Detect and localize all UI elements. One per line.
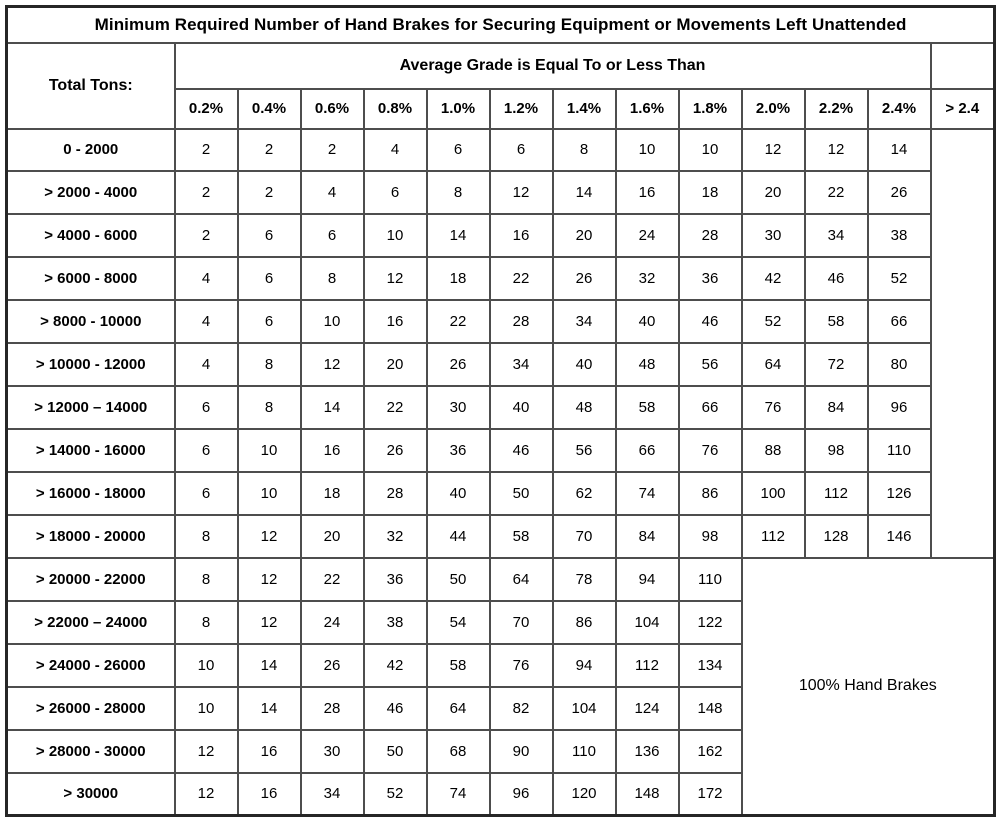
value-cell: 100: [742, 472, 805, 515]
value-cell: 112: [805, 472, 868, 515]
value-cell: 2: [238, 129, 301, 172]
value-cell: 12: [175, 773, 238, 816]
over-grade-empty-cell: [931, 129, 995, 558]
grade-column-header: 1.4%: [553, 89, 616, 129]
row-label: > 12000 – 14000: [7, 386, 175, 429]
value-cell: 136: [616, 730, 679, 773]
value-cell: 24: [616, 214, 679, 257]
value-cell: 110: [868, 429, 931, 472]
value-cell: 2: [175, 171, 238, 214]
value-cell: 50: [364, 730, 427, 773]
value-cell: 104: [616, 601, 679, 644]
value-cell: 80: [868, 343, 931, 386]
value-cell: 12: [238, 515, 301, 558]
value-cell: 126: [868, 472, 931, 515]
value-cell: 22: [805, 171, 868, 214]
value-cell: 120: [553, 773, 616, 816]
value-cell: 2: [175, 129, 238, 172]
value-cell: 12: [301, 343, 364, 386]
value-cell: 86: [679, 472, 742, 515]
value-cell: 30: [427, 386, 490, 429]
grade-column-header: 0.2%: [175, 89, 238, 129]
value-cell: 56: [679, 343, 742, 386]
value-cell: 62: [553, 472, 616, 515]
grade-column-header: 2.4%: [868, 89, 931, 129]
value-cell: 28: [301, 687, 364, 730]
value-cell: 54: [427, 601, 490, 644]
table-row: [7, 171, 995, 214]
value-cell: 6: [175, 472, 238, 515]
value-cell: 12: [490, 171, 553, 214]
value-cell: 128: [805, 515, 868, 558]
value-cell: 6: [238, 214, 301, 257]
table-row: [7, 300, 995, 343]
value-cell: 110: [553, 730, 616, 773]
table-title: Minimum Required Number of Hand Brakes for Securing Equipment or Movements Left Unattended: [7, 7, 995, 43]
value-cell: 10: [616, 129, 679, 172]
table-row: [7, 472, 995, 515]
value-cell: 66: [616, 429, 679, 472]
value-cell: 98: [679, 515, 742, 558]
over-grade-top-cell: [931, 43, 995, 89]
value-cell: 82: [490, 687, 553, 730]
table-row: [7, 429, 995, 472]
value-cell: 48: [553, 386, 616, 429]
value-cell: 42: [742, 257, 805, 300]
value-cell: 12: [238, 601, 301, 644]
value-cell: 34: [805, 214, 868, 257]
over-grade-column-header: > 2.4: [931, 89, 995, 129]
value-cell: 34: [490, 343, 553, 386]
value-cell: 12: [805, 129, 868, 172]
value-cell: 10: [175, 644, 238, 687]
value-cell: 6: [490, 129, 553, 172]
value-cell: 134: [679, 644, 742, 687]
value-cell: 104: [553, 687, 616, 730]
value-cell: 58: [616, 386, 679, 429]
value-cell: 36: [364, 558, 427, 601]
grade-column-header: 1.2%: [490, 89, 553, 129]
value-cell: 22: [301, 558, 364, 601]
value-cell: 40: [616, 300, 679, 343]
value-cell: 172: [679, 773, 742, 816]
value-cell: 88: [742, 429, 805, 472]
value-cell: 148: [679, 687, 742, 730]
grade-column-header: 0.8%: [364, 89, 427, 129]
value-cell: 70: [553, 515, 616, 558]
table-row: [7, 515, 995, 558]
value-cell: 36: [427, 429, 490, 472]
value-cell: 28: [490, 300, 553, 343]
value-cell: 52: [742, 300, 805, 343]
value-cell: 12: [175, 730, 238, 773]
value-cell: 8: [175, 558, 238, 601]
row-label: > 28000 - 30000: [7, 730, 175, 773]
value-cell: 10: [364, 214, 427, 257]
value-cell: 4: [175, 257, 238, 300]
value-cell: 6: [427, 129, 490, 172]
value-cell: 16: [238, 730, 301, 773]
value-cell: 32: [616, 257, 679, 300]
value-cell: 8: [175, 601, 238, 644]
value-cell: 38: [364, 601, 427, 644]
value-cell: 70: [490, 601, 553, 644]
value-cell: 8: [238, 343, 301, 386]
value-cell: 84: [805, 386, 868, 429]
value-cell: 12: [238, 558, 301, 601]
value-cell: 74: [427, 773, 490, 816]
value-cell: 146: [868, 515, 931, 558]
value-cell: 64: [427, 687, 490, 730]
value-cell: 42: [364, 644, 427, 687]
value-cell: 8: [301, 257, 364, 300]
value-cell: 4: [364, 129, 427, 172]
value-cell: 26: [364, 429, 427, 472]
value-cell: 52: [364, 773, 427, 816]
value-cell: 44: [427, 515, 490, 558]
value-cell: 14: [427, 214, 490, 257]
value-cell: 26: [427, 343, 490, 386]
value-cell: 84: [616, 515, 679, 558]
value-cell: 14: [238, 687, 301, 730]
value-cell: 18: [679, 171, 742, 214]
value-cell: 16: [364, 300, 427, 343]
hand-brakes-cell: 100% Hand Brakes: [742, 558, 995, 816]
value-cell: 58: [805, 300, 868, 343]
hand-brakes-table: [5, 5, 996, 817]
row-label: > 16000 - 18000: [7, 472, 175, 515]
value-cell: 10: [301, 300, 364, 343]
row-label: > 24000 - 26000: [7, 644, 175, 687]
value-cell: 36: [679, 257, 742, 300]
grade-column-header: 1.6%: [616, 89, 679, 129]
value-cell: 148: [616, 773, 679, 816]
value-cell: 86: [553, 601, 616, 644]
value-cell: 22: [490, 257, 553, 300]
value-cell: 38: [868, 214, 931, 257]
value-cell: 2: [301, 129, 364, 172]
table-row: [7, 214, 995, 257]
value-cell: 10: [175, 687, 238, 730]
value-cell: 40: [490, 386, 553, 429]
value-cell: 20: [742, 171, 805, 214]
value-cell: 76: [679, 429, 742, 472]
table-row: [7, 558, 995, 601]
table-body: [7, 129, 995, 816]
grade-column-header: 2.2%: [805, 89, 868, 129]
value-cell: 10: [679, 129, 742, 172]
value-cell: 14: [301, 386, 364, 429]
value-cell: 96: [868, 386, 931, 429]
value-cell: 50: [427, 558, 490, 601]
value-cell: 78: [553, 558, 616, 601]
value-cell: 8: [238, 386, 301, 429]
value-cell: 26: [868, 171, 931, 214]
value-cell: 16: [238, 773, 301, 816]
value-cell: 22: [364, 386, 427, 429]
row-label: > 20000 - 22000: [7, 558, 175, 601]
row-label: > 26000 - 28000: [7, 687, 175, 730]
value-cell: 18: [427, 257, 490, 300]
table-row: [7, 129, 995, 172]
value-cell: 16: [301, 429, 364, 472]
value-cell: 34: [301, 773, 364, 816]
value-cell: 94: [616, 558, 679, 601]
value-cell: 8: [427, 171, 490, 214]
value-cell: 10: [238, 472, 301, 515]
value-cell: 40: [427, 472, 490, 515]
value-cell: 10: [238, 429, 301, 472]
row-label: > 22000 – 24000: [7, 601, 175, 644]
value-cell: 46: [679, 300, 742, 343]
value-cell: 34: [553, 300, 616, 343]
value-cell: 28: [364, 472, 427, 515]
value-cell: 46: [805, 257, 868, 300]
value-cell: 48: [616, 343, 679, 386]
value-cell: 96: [490, 773, 553, 816]
value-cell: 68: [427, 730, 490, 773]
value-cell: 66: [679, 386, 742, 429]
value-cell: 8: [553, 129, 616, 172]
value-cell: 4: [175, 300, 238, 343]
value-cell: 32: [364, 515, 427, 558]
row-label: > 8000 - 10000: [7, 300, 175, 343]
value-cell: 94: [553, 644, 616, 687]
value-cell: 30: [742, 214, 805, 257]
value-cell: 28: [679, 214, 742, 257]
value-cell: 26: [553, 257, 616, 300]
value-cell: 40: [553, 343, 616, 386]
value-cell: 52: [868, 257, 931, 300]
value-cell: 26: [301, 644, 364, 687]
value-cell: 58: [490, 515, 553, 558]
value-cell: 20: [364, 343, 427, 386]
value-cell: 112: [742, 515, 805, 558]
grade-group-header: Average Grade is Equal To or Less Than: [175, 43, 931, 89]
row-label: > 18000 - 20000: [7, 515, 175, 558]
row-label: > 14000 - 16000: [7, 429, 175, 472]
value-cell: 12: [364, 257, 427, 300]
value-cell: 90: [490, 730, 553, 773]
value-cell: 122: [679, 601, 742, 644]
value-cell: 6: [301, 214, 364, 257]
grade-column-header: 0.4%: [238, 89, 301, 129]
row-label: > 10000 - 12000: [7, 343, 175, 386]
value-cell: 6: [238, 257, 301, 300]
value-cell: 20: [553, 214, 616, 257]
value-cell: 16: [490, 214, 553, 257]
value-cell: 18: [301, 472, 364, 515]
value-cell: 162: [679, 730, 742, 773]
value-cell: 76: [490, 644, 553, 687]
grade-column-header: 1.8%: [679, 89, 742, 129]
value-cell: 64: [490, 558, 553, 601]
value-cell: 4: [175, 343, 238, 386]
value-cell: 6: [364, 171, 427, 214]
table-row: [7, 343, 995, 386]
total-tons-header: Total Tons:: [7, 43, 175, 129]
value-cell: 6: [238, 300, 301, 343]
value-cell: 6: [175, 429, 238, 472]
value-cell: 14: [868, 129, 931, 172]
grade-column-header: 2.0%: [742, 89, 805, 129]
value-cell: 112: [616, 644, 679, 687]
table-row: [7, 257, 995, 300]
value-cell: 98: [805, 429, 868, 472]
value-cell: 22: [427, 300, 490, 343]
value-cell: 50: [490, 472, 553, 515]
row-label: > 2000 - 4000: [7, 171, 175, 214]
table-row: [7, 386, 995, 429]
grade-column-header: 1.0%: [427, 89, 490, 129]
row-label: > 30000: [7, 773, 175, 816]
value-cell: 16: [616, 171, 679, 214]
value-cell: 124: [616, 687, 679, 730]
value-cell: 8: [175, 515, 238, 558]
value-cell: 110: [679, 558, 742, 601]
value-cell: 14: [238, 644, 301, 687]
value-cell: 46: [364, 687, 427, 730]
value-cell: 12: [742, 129, 805, 172]
value-cell: 74: [616, 472, 679, 515]
title-row: [7, 7, 995, 43]
value-cell: 2: [238, 171, 301, 214]
row-label: 0 - 2000: [7, 129, 175, 172]
grade-group-row: [7, 43, 995, 89]
value-cell: 2: [175, 214, 238, 257]
value-cell: 14: [553, 171, 616, 214]
value-cell: 56: [553, 429, 616, 472]
value-cell: 64: [742, 343, 805, 386]
value-cell: 20: [301, 515, 364, 558]
value-cell: 58: [427, 644, 490, 687]
row-label: > 6000 - 8000: [7, 257, 175, 300]
grade-column-header: 0.6%: [301, 89, 364, 129]
row-label: > 4000 - 6000: [7, 214, 175, 257]
value-cell: 46: [490, 429, 553, 472]
value-cell: 66: [868, 300, 931, 343]
value-cell: 30: [301, 730, 364, 773]
value-cell: 76: [742, 386, 805, 429]
value-cell: 6: [175, 386, 238, 429]
value-cell: 24: [301, 601, 364, 644]
value-cell: 72: [805, 343, 868, 386]
value-cell: 4: [301, 171, 364, 214]
